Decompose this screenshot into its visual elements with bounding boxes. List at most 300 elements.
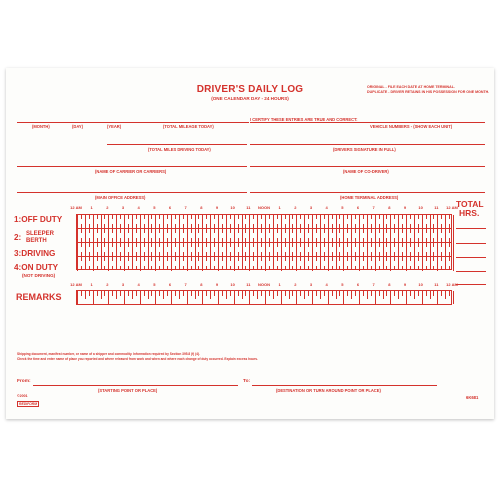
grid-tick xyxy=(371,257,372,261)
grid-tick xyxy=(285,224,286,228)
grid-tick xyxy=(191,266,192,270)
grid-tick xyxy=(97,224,98,228)
hour-label-top-7: 7 xyxy=(184,205,187,210)
grid-tick xyxy=(437,257,438,271)
grid-tick xyxy=(320,221,321,228)
grid-tick xyxy=(245,243,246,247)
grid-tick xyxy=(363,252,364,256)
grid-tick xyxy=(375,229,376,243)
duty-row-sleeper-sub: BERTH xyxy=(26,238,47,244)
grid-tick xyxy=(347,238,348,242)
signature-line[interactable] xyxy=(250,144,485,145)
grid-tick xyxy=(437,215,438,229)
grid-tick xyxy=(379,238,380,242)
main-office-line[interactable] xyxy=(17,192,247,193)
grid-tick xyxy=(304,263,305,270)
duty-row-driving xyxy=(14,250,55,258)
remarks-tick xyxy=(453,291,454,304)
remarks-tick xyxy=(371,291,372,296)
grid-tick xyxy=(206,238,207,242)
grid-tick xyxy=(222,243,223,247)
grid-tick xyxy=(269,252,270,256)
grid-tick xyxy=(441,266,442,270)
grid-tick xyxy=(316,266,317,270)
grid-tick xyxy=(312,257,313,271)
hour-label-top-3: 3 xyxy=(121,205,125,210)
grid-tick xyxy=(320,235,321,242)
grid-tick xyxy=(167,243,168,247)
grid-tick xyxy=(273,221,274,228)
remarks-tick xyxy=(355,291,356,296)
grid-tick xyxy=(151,252,152,256)
grid-tick xyxy=(441,243,442,247)
grid-tick xyxy=(433,266,434,270)
total-hrs-label-1: TOTAL xyxy=(456,199,484,209)
grid-tick xyxy=(218,243,219,257)
grid-tick xyxy=(343,215,344,229)
grid-tick xyxy=(386,266,387,270)
grid-tick xyxy=(136,252,137,256)
grid-tick xyxy=(347,252,348,256)
grid-tick xyxy=(418,224,419,228)
grid-tick xyxy=(402,215,403,219)
form-subtitle: (ONE CALENDAR DAY - 24 HOURS) xyxy=(211,96,289,101)
duty-status-grid[interactable] xyxy=(76,214,452,270)
year-label: (YEAR) xyxy=(107,124,122,129)
grid-tick xyxy=(151,229,152,233)
to-line[interactable] xyxy=(252,385,437,386)
grid-tick xyxy=(132,235,133,242)
grid-tick xyxy=(234,215,235,229)
grid-tick xyxy=(316,243,317,247)
grid-tick xyxy=(187,257,188,271)
grid-tick xyxy=(124,229,125,243)
grid-tick xyxy=(285,252,286,256)
grid-tick xyxy=(394,243,395,247)
grid-tick xyxy=(238,215,239,219)
grid-tick xyxy=(175,215,176,219)
grid-tick xyxy=(285,238,286,242)
month-label: (MONTH) xyxy=(32,124,50,129)
grid-tick xyxy=(343,229,344,243)
grid-tick xyxy=(292,229,293,233)
total-hrs-line-3[interactable] xyxy=(456,257,486,258)
grid-tick xyxy=(183,215,184,219)
total-miles-label: (TOTAL MILES DRIVING TODAY) xyxy=(148,147,211,152)
grid-tick xyxy=(332,224,333,228)
grid-tick xyxy=(304,221,305,228)
grid-tick xyxy=(230,215,231,219)
remarks-tick xyxy=(163,291,164,299)
grid-tick xyxy=(441,215,442,219)
hour-label-bottom-21: 9 xyxy=(403,282,407,287)
grid-tick xyxy=(371,243,372,247)
grid-tick xyxy=(316,215,317,219)
grid-tick xyxy=(441,252,442,256)
remarks-tick xyxy=(390,291,391,304)
grid-tick xyxy=(242,263,243,270)
remarks-tick xyxy=(394,291,395,296)
form-number: 6K681 xyxy=(466,395,479,400)
remarks-tick xyxy=(257,291,258,299)
remarks-tick xyxy=(97,291,98,296)
grid-tick xyxy=(332,229,333,233)
grid-tick xyxy=(249,243,250,257)
total-miles-line[interactable] xyxy=(107,144,247,145)
grid-tick xyxy=(222,238,223,242)
grid-tick xyxy=(140,215,141,229)
grid-tick xyxy=(171,215,172,229)
grid-tick xyxy=(394,257,395,261)
remarks-tick xyxy=(218,291,219,304)
remarks-tick xyxy=(422,291,423,304)
vehicle-numbers-line[interactable] xyxy=(250,122,485,123)
grid-tick xyxy=(104,229,105,233)
grid-tick xyxy=(191,215,192,219)
grid-tick xyxy=(363,215,364,219)
grid-tick xyxy=(112,229,113,233)
grid-tick xyxy=(89,229,90,233)
hour-label-top-6: 6 xyxy=(168,205,172,210)
remarks-tick xyxy=(304,291,305,299)
grid-tick xyxy=(226,221,227,228)
total-hrs-line-4[interactable] xyxy=(456,271,486,272)
grid-tick xyxy=(312,243,313,257)
grid-tick xyxy=(116,221,117,228)
grid-tick xyxy=(120,266,121,270)
grid-tick xyxy=(449,215,450,219)
grid-tick xyxy=(347,229,348,233)
grid-tick xyxy=(336,249,337,256)
grid-tick xyxy=(191,229,192,233)
grid-tick xyxy=(343,257,344,271)
grid-tick xyxy=(433,257,434,261)
total-mileage-label: (TOTAL MILEAGE TODAY) xyxy=(163,124,214,129)
grid-tick xyxy=(453,243,454,257)
remarks-tick xyxy=(148,291,149,299)
remarks-tick xyxy=(77,291,78,304)
grid-tick xyxy=(379,215,380,219)
grid-tick xyxy=(175,257,176,261)
duty-number: 3: xyxy=(14,249,22,258)
grid-tick xyxy=(355,252,356,256)
remarks-tick xyxy=(343,291,344,304)
grid-tick xyxy=(347,257,348,261)
grid-tick xyxy=(136,257,137,261)
remarks-tick xyxy=(281,291,282,304)
total-hrs-line-2[interactable] xyxy=(456,243,486,244)
grid-tick xyxy=(230,266,231,270)
grid-tick xyxy=(136,243,137,247)
remarks-tick xyxy=(116,291,117,299)
grid-tick xyxy=(418,243,419,247)
grid-tick xyxy=(418,215,419,219)
grid-tick xyxy=(253,243,254,247)
grid-tick xyxy=(89,224,90,228)
grid-tick xyxy=(363,266,364,270)
grid-tick xyxy=(159,229,160,233)
grid-tick xyxy=(136,215,137,219)
grid-tick xyxy=(300,224,301,228)
grid-tick xyxy=(124,243,125,257)
grid-tick xyxy=(410,229,411,233)
grid-tick xyxy=(183,257,184,261)
grid-tick xyxy=(320,249,321,256)
total-hrs-line-1[interactable] xyxy=(456,228,486,229)
grid-tick xyxy=(183,252,184,256)
grid-tick xyxy=(214,252,215,256)
grid-tick xyxy=(97,252,98,256)
hour-label-bottom-8: 8 xyxy=(200,282,203,287)
grid-tick xyxy=(112,224,113,228)
grid-tick xyxy=(355,215,356,219)
carrier-line[interactable] xyxy=(17,166,247,167)
grid-tick xyxy=(124,257,125,271)
grid-tick xyxy=(410,238,411,242)
grid-tick xyxy=(422,229,423,243)
to-label: To: xyxy=(243,379,251,384)
main-office-label: (MAIN OFFICE ADDRESS) xyxy=(95,195,146,200)
grid-tick xyxy=(265,229,266,243)
grid-tick xyxy=(281,257,282,271)
copy-note-duplicate: DUPLICATE - DRIVER RETAINS IN HIS POSSESSION FOR ONE MONTH. xyxy=(367,90,490,94)
remarks-tick xyxy=(104,291,105,296)
grid-tick xyxy=(414,249,415,256)
grid-tick xyxy=(285,243,286,247)
grid-tick xyxy=(226,235,227,242)
grid-tick xyxy=(93,229,94,243)
remarks-tick xyxy=(249,291,250,304)
grid-tick xyxy=(422,243,423,257)
grid-tick xyxy=(159,243,160,247)
total-hrs-label-2: HRS. xyxy=(459,208,480,218)
grid-tick xyxy=(410,257,411,261)
remarks-tick xyxy=(242,291,243,299)
hour-label-top-13: 1 xyxy=(278,205,281,210)
copyright: ©2001 xyxy=(17,394,28,398)
grid-tick xyxy=(347,243,348,247)
grid-tick xyxy=(277,224,278,228)
from-line[interactable] xyxy=(33,385,238,386)
grid-tick xyxy=(406,243,407,257)
grid-tick xyxy=(441,224,442,228)
grid-tick xyxy=(371,266,372,270)
grid-tick xyxy=(292,266,293,270)
grid-tick xyxy=(89,252,90,256)
grid-tick xyxy=(175,238,176,242)
grid-tick xyxy=(414,235,415,242)
grid-tick xyxy=(320,263,321,270)
grid-tick xyxy=(269,266,270,270)
grid-tick xyxy=(144,215,145,219)
grid-tick xyxy=(206,215,207,219)
grid-tick xyxy=(230,229,231,233)
grid-tick xyxy=(112,238,113,242)
remarks-timeline[interactable] xyxy=(76,290,452,305)
grid-tick xyxy=(253,229,254,233)
grid-tick xyxy=(437,243,438,257)
grid-tick xyxy=(179,249,180,256)
grid-tick xyxy=(269,257,270,261)
grid-tick xyxy=(81,238,82,242)
grid-tick xyxy=(144,243,145,247)
grid-tick xyxy=(89,243,90,247)
grid-tick xyxy=(292,243,293,247)
grid-tick xyxy=(97,266,98,270)
grid-tick xyxy=(328,257,329,271)
grid-tick xyxy=(394,266,395,270)
hour-label-top-23: 11 xyxy=(434,205,439,210)
grid-tick xyxy=(359,243,360,257)
grid-tick xyxy=(386,238,387,242)
grid-tick xyxy=(136,229,137,233)
grid-tick xyxy=(351,263,352,270)
grid-tick xyxy=(238,224,239,228)
grid-tick xyxy=(343,243,344,257)
grid-tick xyxy=(234,229,235,243)
grid-tick xyxy=(175,252,176,256)
grid-tick xyxy=(363,257,364,261)
remarks-tick xyxy=(320,291,321,299)
remarks-label: REMARKS xyxy=(16,292,62,302)
grid-tick xyxy=(206,224,207,228)
hour-label-bottom-6: 6 xyxy=(168,282,172,287)
grid-tick xyxy=(433,238,434,242)
grid-tick xyxy=(171,243,172,257)
grid-tick xyxy=(355,266,356,270)
grid-tick xyxy=(390,243,391,257)
grid-tick xyxy=(449,257,450,261)
grid-tick xyxy=(273,235,274,242)
grid-tick xyxy=(304,235,305,242)
grid-tick xyxy=(367,221,368,228)
remarks-tick xyxy=(375,291,376,304)
grid-tick xyxy=(195,263,196,270)
grid-tick xyxy=(112,215,113,219)
grid-tick xyxy=(104,266,105,270)
grid-tick xyxy=(81,266,82,270)
grid-tick xyxy=(242,249,243,256)
grid-tick xyxy=(230,252,231,256)
grid-tick xyxy=(269,215,270,219)
grid-tick xyxy=(328,229,329,243)
hour-label-bottom-12: NOON xyxy=(258,282,270,287)
grid-tick xyxy=(289,249,290,256)
hour-label-bottom-14: 2 xyxy=(294,282,297,287)
hour-label-bottom-9: 9 xyxy=(215,282,219,287)
grid-tick xyxy=(269,238,270,242)
grid-tick xyxy=(140,243,141,257)
grid-tick xyxy=(285,266,286,270)
remarks-tick xyxy=(398,291,399,299)
hour-label-top-9: 9 xyxy=(215,205,219,210)
grid-tick xyxy=(112,243,113,247)
co-driver-line[interactable] xyxy=(250,166,485,167)
grid-tick xyxy=(257,263,258,270)
grid-tick xyxy=(426,238,427,242)
remarks-tick xyxy=(253,291,254,296)
hour-label-bottom-18: 6 xyxy=(356,282,360,287)
remarks-tick xyxy=(289,291,290,299)
destination-label: (DESTINATION OR TURN AROUND POINT OR PLACE) xyxy=(276,388,381,393)
date-mileage-line[interactable] xyxy=(17,122,249,123)
grid-tick xyxy=(433,229,434,233)
vehicle-numbers-label: VEHICLE NUMBERS - (SHOW EACH UNIT) xyxy=(370,124,453,129)
grid-tick xyxy=(265,243,266,257)
grid-tick xyxy=(324,243,325,247)
grid-tick xyxy=(449,238,450,242)
grid-tick xyxy=(312,215,313,229)
grid-tick xyxy=(81,229,82,233)
certify-label: I CERTIFY THESE ENTRIES ARE TRUE AND CORRECT: xyxy=(250,117,358,122)
grid-tick xyxy=(238,252,239,256)
grid-tick xyxy=(218,257,219,271)
remarks-tick xyxy=(406,291,407,304)
grid-tick xyxy=(93,243,94,257)
grid-tick xyxy=(296,229,297,243)
grid-tick xyxy=(300,257,301,261)
grid-tick xyxy=(120,243,121,247)
grid-tick xyxy=(112,257,113,261)
grid-tick xyxy=(324,252,325,256)
grid-tick xyxy=(398,221,399,228)
duty-label: ON DUTY xyxy=(21,263,59,272)
grid-tick xyxy=(285,215,286,219)
grid-tick xyxy=(198,215,199,219)
grid-tick xyxy=(336,235,337,242)
grid-tick xyxy=(383,221,384,228)
grid-tick xyxy=(175,243,176,247)
grid-tick xyxy=(234,257,235,271)
grid-tick xyxy=(277,229,278,233)
grid-tick xyxy=(355,229,356,233)
grid-tick xyxy=(238,238,239,242)
grid-tick xyxy=(289,235,290,242)
grid-tick xyxy=(151,238,152,242)
remarks-tick xyxy=(386,291,387,296)
grid-tick xyxy=(151,243,152,247)
grid-tick xyxy=(167,266,168,270)
grid-tick xyxy=(328,215,329,229)
grid-tick xyxy=(128,257,129,261)
grid-tick xyxy=(77,257,78,271)
grid-tick xyxy=(324,224,325,228)
grid-tick xyxy=(445,249,446,256)
grid-tick xyxy=(159,224,160,228)
grid-tick xyxy=(144,229,145,233)
home-terminal-line[interactable] xyxy=(250,192,485,193)
grid-tick xyxy=(132,249,133,256)
grid-tick xyxy=(175,229,176,233)
grid-tick xyxy=(359,215,360,229)
grid-tick xyxy=(155,215,156,229)
grid-tick xyxy=(339,266,340,270)
grid-tick xyxy=(144,252,145,256)
grid-tick xyxy=(292,252,293,256)
grid-tick xyxy=(81,215,82,219)
grid-tick xyxy=(336,263,337,270)
remarks-tick xyxy=(108,291,109,304)
grid-tick xyxy=(151,215,152,219)
duty-number: 4: xyxy=(14,263,22,272)
remarks-tick xyxy=(226,291,227,299)
remarks-tick xyxy=(351,291,352,299)
grid-tick xyxy=(308,215,309,219)
grid-tick xyxy=(398,263,399,270)
grid-tick xyxy=(296,257,297,271)
grid-tick xyxy=(422,257,423,271)
grid-tick xyxy=(308,252,309,256)
